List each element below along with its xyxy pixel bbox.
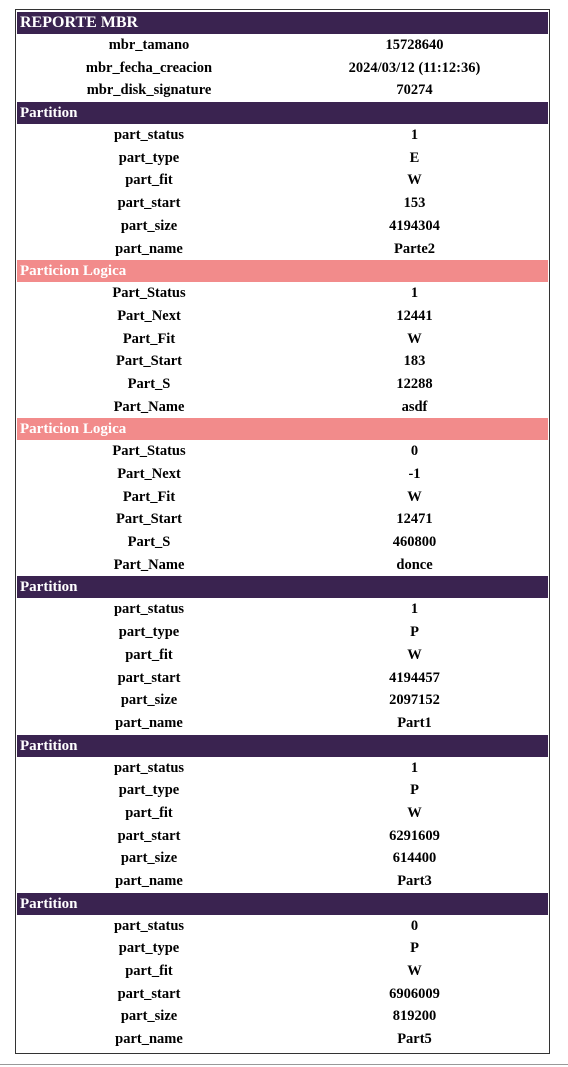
table-row: [17, 870, 548, 893]
field-key: part_fit: [125, 646, 173, 663]
field-value: 70274: [396, 82, 433, 99]
table-row: [17, 396, 548, 419]
table-row: [17, 915, 548, 938]
field-key: part_type: [118, 940, 180, 957]
field-key: part_status: [113, 917, 185, 934]
field-value: 460800: [392, 534, 437, 551]
field-value: 0: [410, 443, 419, 460]
table-row: [17, 508, 548, 531]
field-key: part_size: [120, 850, 178, 867]
table-row: [17, 169, 548, 192]
field-value: W: [407, 488, 422, 505]
section-header: Partition: [17, 735, 548, 757]
field-value: 2024/03/12 (11:12:36): [348, 59, 481, 76]
field-value: 153: [403, 195, 426, 212]
table-row: [17, 57, 548, 80]
partition-section: [17, 893, 548, 1051]
table-row: [17, 937, 548, 960]
field-key: Part_Start: [115, 353, 183, 370]
field-value: 4194304: [389, 217, 440, 234]
field-key: part_name: [115, 1031, 183, 1048]
table-row: [17, 1005, 548, 1028]
field-key: part_name: [115, 240, 183, 257]
logical-partition-section: [17, 260, 548, 418]
table-row: [17, 373, 548, 396]
field-value: 15728640: [385, 37, 444, 53]
field-value: 1: [410, 127, 419, 144]
field-value: -1: [408, 466, 421, 482]
field-key: Part_S: [127, 534, 171, 551]
field-key: part_type: [118, 149, 180, 166]
field-key: part_name: [115, 714, 183, 731]
table-row: [17, 440, 548, 463]
field-key: mbr_fecha_creacion: [85, 59, 213, 76]
field-value: 1: [410, 759, 419, 776]
field-value: 6906009: [389, 985, 440, 1002]
table-row: [17, 147, 548, 170]
field-key: Part_Name: [113, 398, 185, 415]
table-row: [17, 486, 548, 509]
section-header: Particion Logica: [17, 418, 548, 440]
field-value: donce: [396, 556, 433, 573]
table-row: [17, 689, 548, 712]
table-row: [17, 192, 548, 215]
field-value: 2097152: [389, 692, 440, 709]
field-key: part_fit: [125, 804, 173, 821]
field-key: mbr_disk_signature: [86, 82, 212, 99]
field-key: part_start: [117, 827, 181, 844]
field-key: part_fit: [125, 172, 173, 189]
table-row: [17, 621, 548, 644]
field-key: Part_S: [127, 375, 171, 392]
field-value: 12441: [396, 307, 433, 324]
table-row: [17, 779, 548, 802]
table-row: [17, 983, 548, 1006]
field-value: W: [407, 646, 422, 663]
field-value: W: [407, 963, 422, 980]
table-row: [17, 282, 548, 305]
table-row: [17, 328, 548, 351]
field-value: Part3: [397, 873, 432, 889]
field-key: Part_Start: [115, 511, 183, 528]
table-row: [17, 531, 548, 554]
table-row: [17, 238, 548, 261]
field-key: part_status: [113, 127, 185, 144]
field-key: Part_Fit: [122, 330, 176, 347]
field-value: 1: [410, 285, 419, 302]
table-row: [17, 124, 548, 147]
section-header: Partition: [17, 576, 548, 598]
field-value: Part5: [397, 1031, 432, 1048]
table-row: [17, 215, 548, 238]
section-header: Particion Logica: [17, 260, 548, 282]
field-value: P: [410, 940, 419, 957]
field-key: Part_Status: [112, 285, 186, 302]
field-value: Parte2: [393, 240, 436, 257]
page-divider: [0, 1064, 568, 1065]
field-value: W: [407, 804, 422, 821]
field-key: part_start: [117, 669, 181, 686]
table-row: [17, 644, 548, 667]
partition-section: [17, 576, 548, 734]
partition-section: [17, 735, 548, 893]
field-key: part_start: [117, 195, 181, 212]
field-value: 819200: [392, 1008, 437, 1025]
field-value: P: [410, 624, 419, 641]
field-value: 0: [410, 917, 419, 934]
field-value: Part1: [397, 714, 432, 731]
field-key: part_status: [113, 759, 185, 776]
table-row: [17, 960, 548, 983]
table-row: [17, 712, 548, 735]
field-key: Part_Next: [117, 466, 181, 482]
field-key: part_size: [120, 217, 178, 234]
field-key: Part_Next: [117, 307, 181, 324]
report-title: REPORTE MBR: [17, 12, 548, 34]
field-key: part_status: [113, 601, 185, 618]
field-value: 12288: [396, 375, 433, 392]
field-value: E: [409, 149, 420, 166]
field-key: part_fit: [125, 963, 173, 980]
field-key: Part_Name: [113, 556, 185, 573]
field-value: 12471: [396, 511, 433, 528]
table-row: [17, 34, 548, 57]
logical-partition-section: [17, 418, 548, 576]
table-row: [17, 305, 548, 328]
field-key: part_name: [115, 873, 183, 889]
table-row: [17, 847, 548, 870]
field-key: Part_Fit: [122, 488, 176, 505]
field-value: 6291609: [389, 827, 440, 844]
mbr-report-table: [15, 9, 550, 1054]
field-key: part_size: [120, 1008, 178, 1025]
table-row: [17, 667, 548, 690]
field-value: W: [407, 172, 422, 189]
field-value: 183: [403, 353, 426, 370]
field-key: part_size: [120, 692, 178, 709]
field-key: part_start: [117, 985, 181, 1002]
table-row: [17, 802, 548, 825]
table-row: [17, 825, 548, 848]
field-value: W: [407, 330, 422, 347]
field-key: mbr_tamano: [108, 37, 190, 53]
partition-sections: [17, 102, 548, 1051]
field-value: 1: [410, 601, 419, 618]
table-row: [17, 554, 548, 577]
section-header: Partition: [17, 893, 548, 915]
field-value: P: [410, 782, 419, 799]
table-row: [17, 463, 548, 486]
field-value: asdf: [401, 398, 428, 415]
table-row: [17, 1028, 548, 1051]
field-key: part_type: [118, 782, 180, 799]
table-row: [17, 598, 548, 621]
field-value: 614400: [392, 850, 437, 867]
field-key: part_type: [118, 624, 180, 641]
table-row: [17, 350, 548, 373]
field-key: Part_Status: [112, 443, 186, 460]
table-row: [17, 757, 548, 780]
mbr-fields: [17, 34, 548, 102]
table-row: [17, 79, 548, 102]
partition-section: [17, 102, 548, 260]
field-value: 4194457: [389, 669, 440, 686]
section-header: Partition: [17, 102, 548, 124]
